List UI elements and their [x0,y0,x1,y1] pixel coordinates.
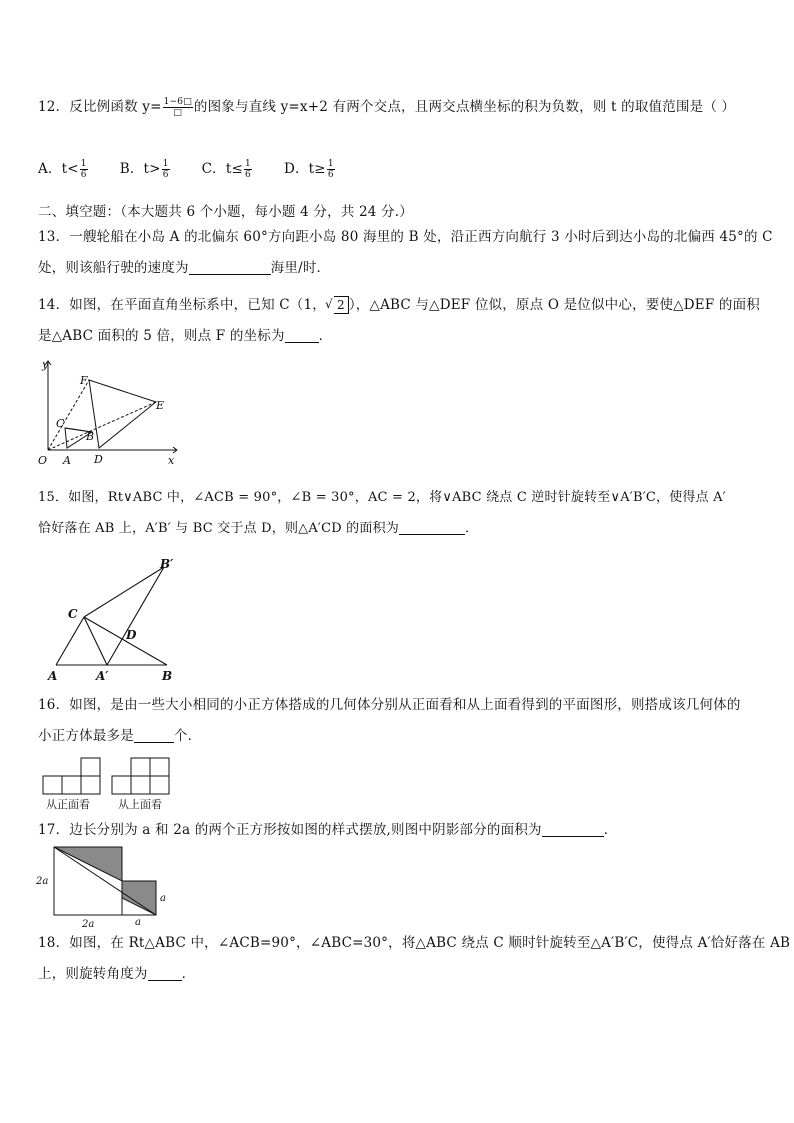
label-a-prime: A′ [96,669,109,683]
shaded-region-1 [54,847,122,881]
label-f: F [80,374,88,387]
question-14: 14．如图，在平面直角坐标系中，已知 C（1，√ 2 ），△ABC 与△DEF 位似，原点 O 是位似中心，要使△DEF 的面积 是△ABC 面积的 5 倍，则点 F 的坐标为 ． [38,290,760,352]
top-view-cell [112,776,131,794]
caption-top: 从上面看 [118,798,162,811]
top-view-cell [131,776,150,794]
label-y: y [42,358,49,371]
front-view-cell [81,776,100,794]
section-heading: 二、填空题：（本大题共 6 个小题，每小题 4 分，共 24 分.） [38,204,413,220]
answer-blank[interactable] [399,518,465,535]
shaded-region-2 [122,881,156,915]
triangle-def [89,380,156,448]
label-a: A [48,669,58,683]
option-c[interactable]: C．t≤ $\frac{1}{6}$ [201,159,251,180]
label-o: O [38,454,48,467]
label-b-prime: B′ [160,557,174,571]
label-right-a: a [160,893,166,904]
answer-blank[interactable] [148,964,182,981]
label-d: D [126,628,137,642]
label-bottom-2a: 2a [82,919,95,930]
question-18: 18．如图，在 Rt△ABC 中，∠ACB=90°，∠ABC=30°，将△ABC 绕点 C 顺时针旋转至△A′B′C，使得点 A′恰好落在 AB 上，则旋转角度为 ． [38,935,791,982]
option-a[interactable]: A．t< $\frac{1}{6}$ [38,159,87,180]
front-view-cell [62,776,81,794]
q14-coordinate-figure [34,356,184,475]
front-view-cell [81,758,100,776]
fraction: $\frac{1-6□}{□}$ [163,97,192,118]
label-b: B [86,430,95,443]
question-12-stem: 12．反比例函数 y= $\frac{1-6□}{□}$ 的图象与直线 y=x+2 有两个交点，且两交点横坐标的积为负数，则 t 的取值范围是（ ） [38,97,736,118]
sqrt-symbol: √ 2 [334,296,349,314]
label-e: E [156,399,165,412]
top-view-cell [131,758,150,776]
option-b[interactable]: B．t> $\frac{1}{6}$ [119,159,169,180]
question-17: 17．边长分别为 a 和 2a 的两个正方形按如图的样式摆放,则图中阴影部分的面积为 ． [38,822,618,838]
answer-blank[interactable] [189,258,271,275]
front-view-cell [43,776,62,794]
label-c: C [68,607,78,621]
label-c: C [56,417,65,430]
question-16: 16．如图，是由一些大小相同的小正方体搭成的几何体分别从正面看和从上面看得到的平面图形，则搭成该几何体的 小正方体最多是 个． [38,697,741,744]
caption-front: 从正面看 [46,798,90,811]
answer-blank[interactable] [134,726,174,743]
label-bottom-a: a [135,917,141,928]
label-x: x [168,454,175,467]
question-12-options [38,154,760,185]
answer-blank[interactable] [285,326,319,343]
question-12 [38,92,760,123]
option-d[interactable]: D．t≥ $\frac{1}{6}$ [283,159,334,180]
answer-blank[interactable] [542,820,604,837]
label-d: D [94,453,103,466]
top-view-cell [150,776,169,794]
label-left-2a: 2a [36,876,49,887]
label-b: B [162,669,173,683]
label-a: A [63,454,71,467]
q16-views-figure [40,756,180,818]
q17-squares-figure [34,845,174,937]
q15-rotation-figure [40,556,190,690]
question-15: 15．如图，Rt∨ABC 中，∠ACB = 90°，∠B = 30°，AC = 2，将∨ABC 绕点 C 逆时针旋转至∨A′B′C，使得点 A′ 恰好落在 AB 上，A′B′ 与 BC 交于点 D，则△A′CD 的面积为 ． [38,490,726,536]
top-view-cell [150,758,169,776]
question-13: 13．一艘轮船在小岛 A 的北偏东 60°方向距小岛 80 海里的 B 处，沿正西方向航行 3 小时后到达小岛的北偏西 45°的 C 处，则该船行驶的速度为 海里/时． [38,229,773,276]
